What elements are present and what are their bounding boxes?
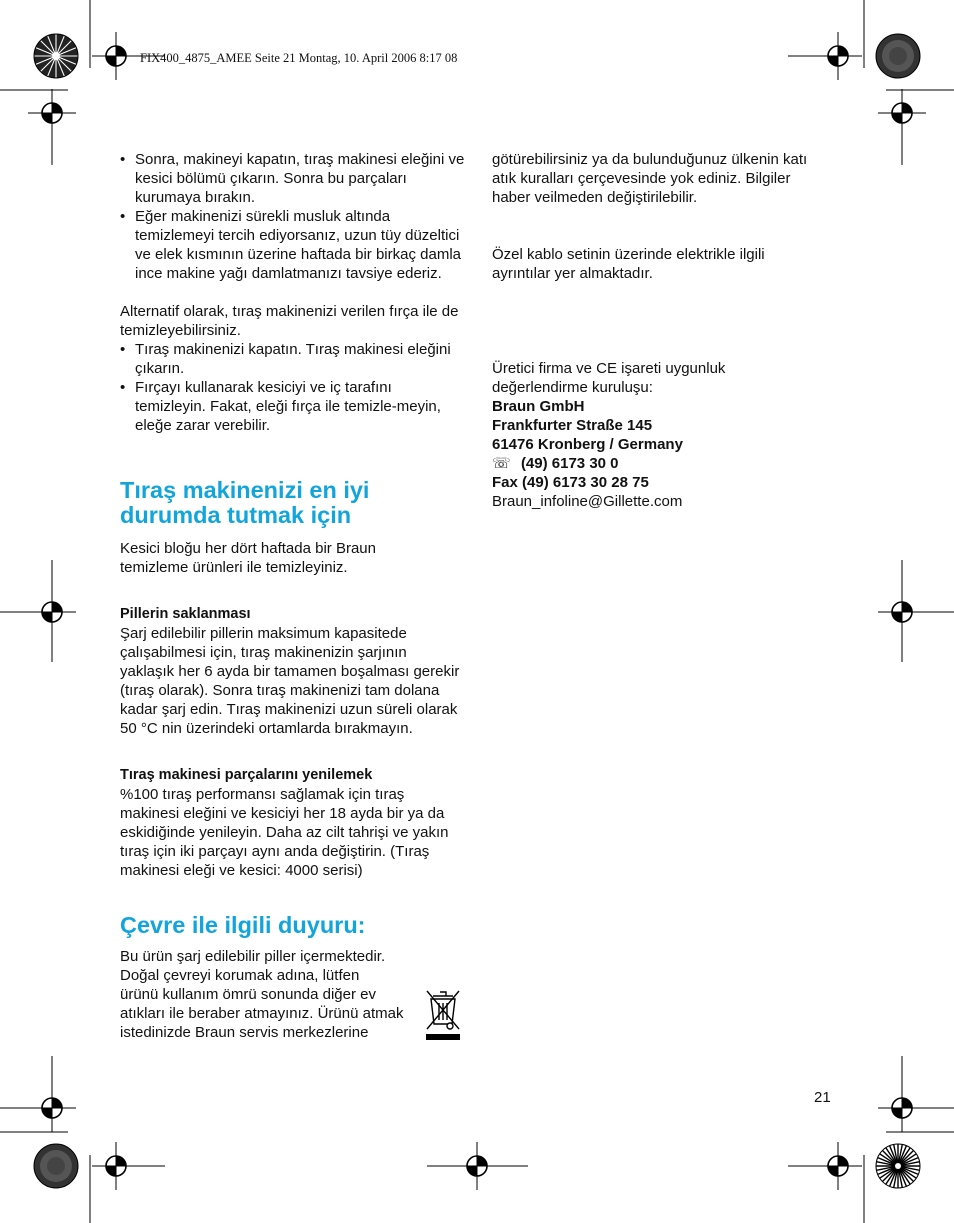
environment-heading: Çevre ile ilgili duyuru:: [120, 912, 366, 938]
print-header: FIX400_4875_AMEE Seite 21 Montag, 10. April 2006 8:17 08: [140, 51, 458, 65]
care-heading-line: Tıraş makinenizi en iyi: [120, 477, 370, 503]
parts-subheading: Tıraş makinesi parçalarını yenilemek: [120, 767, 373, 783]
bullet-item: • Eğer makinenizi sürekli musluk altında temizlemeyi tercih ediyorsanız, uzun tüy düzeltici ve elek kısmının üzerine haftada bir birkaç damla ince makine yağı damlatmanızı tavsiye ederiz.: [120, 207, 465, 283]
company-city: 61476 Kronberg / Germany: [492, 436, 683, 453]
env-line: ürünü kullanım ömrü sonunda diğer ev: [120, 986, 376, 1003]
phone-line: [492, 454, 832, 473]
env-line: Bu ürün şarj edilebilir piller içermektedir.: [120, 948, 386, 965]
page-number: 21: [814, 1089, 831, 1106]
env-line: Doğal çevreyi korumak adına, lütfen: [120, 967, 360, 984]
manufacturer-intro: Üretici firma ve CE işareti uygunluk değerlendirme kuruluşu:: [492, 360, 726, 396]
care-heading-line: durumda tutmak için: [120, 502, 352, 528]
env-line: atıkları ile beraber atmayınız. Ürünü atmak: [120, 1005, 404, 1022]
company-street: Frankfurter Straße 145: [492, 417, 653, 434]
cable-paragraph: Özel kablo setinin üzerinde elektrikle ilgili ayrıntılar yer almaktadır.: [492, 246, 765, 282]
bullet-item: • Sonra, makineyi kapatın, tıraş makinesi eleğini ve kesici bölümü çıkarın. Sonra bu parçaları kurumaya bırakın.: [120, 150, 465, 207]
environment-paragraph: [120, 947, 465, 1042]
right-column: [492, 150, 832, 511]
care-heading: [120, 478, 465, 528]
env-line: istedinizde Braun servis merkezlerine: [120, 1024, 369, 1041]
phone-number: (49) 6173 30 0: [520, 455, 619, 472]
continuation-paragraph: götürebilirsiniz ya da bulunduğunuz ülkenin katı atık kuralları çerçevesinde yok ediniz. Bilgiler haber veilmeden değiştirilebilir.: [492, 151, 808, 206]
parts-paragraph: %100 tıraş performansı sağlamak için tıraş makinesi eleğini ve kesiciyi her 18 ayda bir ya da eskidiğinde yenileyin. Daha az cilt tahrişi ve yakın tıraş için iki parçayı aynı anda değiştirin. (Tıraş makinesi eleği ve kesici: 4000 serisi): [120, 786, 449, 879]
battery-subheading: Pillerin saklanması: [120, 606, 251, 622]
bullet-item: • Tıraş makinenizi kapatın. Tıraş makinesi eleğini çıkarın.: [120, 340, 465, 378]
phone-icon: ☏: [492, 454, 511, 472]
care-paragraph: Kesici bloğu her dört haftada bir Braun temizleme ürünleri ile temizleyiniz.: [120, 540, 376, 576]
battery-paragraph: Şarj edilebilir pillerin maksimum kapasitede çalışabilmesi için, tıraş makinenizin şarjının yaklaşık her 6 ayda bir tamamen boşalması gerekir (tıraş olarak). Sonra tıraş makinenizi tam dolana kadar şarj edin. Tıraş makinenizi uzun süreli olarak 50 °C nin üzerindeki ortamlarda bırakmayın.: [120, 625, 460, 737]
left-column: [120, 150, 465, 1042]
company-name: Braun GmbH: [492, 398, 585, 415]
crossed-out-wheelie-bin-icon: [423, 988, 463, 1042]
fax-line: Fax (49) 6173 30 28 75: [492, 474, 649, 491]
bullet-item: • Fırçayı kullanarak kesiciyi ve iç tarafını temizleyin. Fakat, eleği fırça ile temizle-meyin, eleğe zarar verebilir.: [120, 378, 451, 435]
alternative-paragraph: Alternatif olarak, tıraş makinenizi verilen fırça ile de temizleyebilirsiniz.: [120, 303, 459, 339]
email-address[interactable]: Braun_infoline@Gillette.com: [492, 493, 683, 510]
